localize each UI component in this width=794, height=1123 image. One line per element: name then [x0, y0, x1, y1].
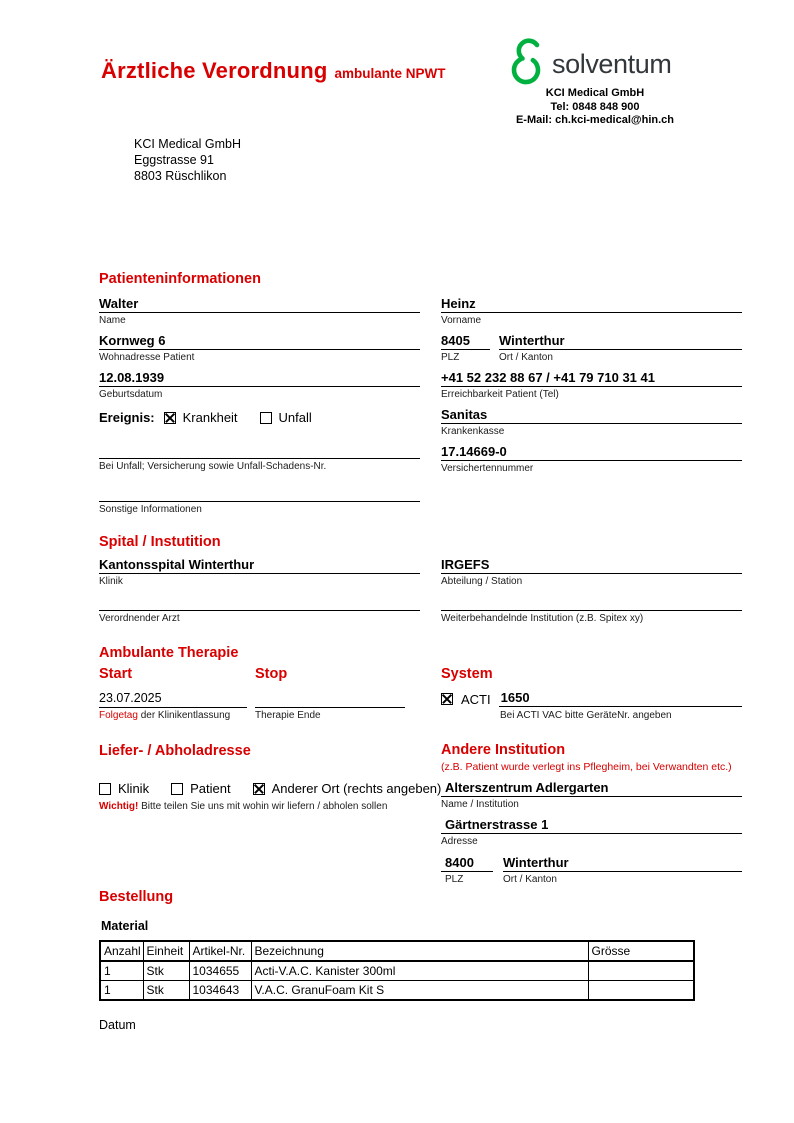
checkbox-acti-label: ACTI — [461, 691, 491, 707]
field-therapie-start-value: 23.07.2025 — [99, 691, 162, 705]
checkbox-krankheit[interactable] — [164, 412, 176, 424]
liefer-options-row — [99, 781, 441, 796]
field-klinik-label: Klinik — [99, 576, 123, 587]
field-rule — [441, 460, 742, 461]
field-name — [99, 296, 420, 326]
field-sonstige — [99, 485, 420, 515]
checkbox-anderer-ort[interactable] — [253, 783, 265, 795]
field-vorname-value: Heinz — [441, 296, 476, 311]
field-geburtsdatum — [99, 370, 420, 400]
field-therapie-start — [99, 691, 247, 721]
field-rule — [99, 707, 247, 708]
field-rule — [441, 349, 490, 350]
field-abteilung-label: Abteilung / Station — [441, 576, 523, 587]
cell-groesse — [588, 981, 694, 1001]
field-krankenkasse-label: Krankenkasse — [441, 426, 505, 437]
contact-email: E-Mail: ch.kci-medical@hin.ch — [515, 114, 675, 126]
field-krankenkasse-value: Sanitas — [441, 407, 488, 422]
field-geburtsdatum-value: 12.08.1939 — [99, 370, 165, 385]
field-institution-adresse-label: Adresse — [441, 836, 478, 847]
field-krankenkasse — [441, 407, 742, 437]
field-klinik — [99, 557, 420, 587]
field-weiterbehandelnde-institution-value — [441, 594, 742, 610]
field-ort-label: Ort / Kanton — [499, 352, 553, 363]
field-ort — [499, 333, 742, 363]
field-name-label: Name — [99, 315, 126, 326]
cell-anzahl: 1 — [100, 961, 143, 981]
cell-einheit: Stk — [143, 981, 189, 1001]
material-table-header-row — [100, 941, 694, 961]
table-row — [100, 981, 694, 1001]
field-vorname — [441, 296, 742, 326]
andere-institution-subnote: (z.B. Patient wurde verlegt ins Pflegheim, bei Verwandten etc.) — [441, 761, 732, 773]
field-plz — [441, 333, 490, 363]
field-plz-label: PLZ — [441, 352, 460, 363]
cell-groesse — [588, 961, 694, 981]
field-rule — [99, 501, 420, 502]
wichtig-rest-text: Bitte teilen Sie uns mit wohin wir liefern / abholen sollen — [138, 801, 388, 812]
field-rule — [99, 458, 420, 459]
field-erreichbarkeit-label: Erreichbarkeit Patient (Tel) — [441, 389, 559, 400]
system-device-number: 1650 — [499, 691, 742, 707]
field-therapie-stop-label: Therapie Ende — [255, 710, 321, 721]
field-rule — [499, 349, 742, 350]
field-unfall-nr — [99, 442, 420, 472]
field-verordnender-arzt-value — [99, 594, 420, 610]
datum-label: Datum — [99, 1018, 136, 1032]
field-geburtsdatum-label: Geburtsdatum — [99, 389, 163, 400]
folgetag-rest-text: der Klinikentlassung — [137, 710, 231, 721]
page-subtitle: ambulante NPWT — [334, 66, 446, 81]
field-therapie-stop-value — [255, 691, 405, 707]
ereignis-row — [99, 410, 312, 425]
brand-logo — [506, 36, 671, 93]
field-ort-value: Winterthur — [499, 333, 565, 348]
field-abteilung-value: IRGEFS — [441, 557, 490, 572]
section-heading-therapie: Ambulante Therapie — [99, 645, 239, 661]
field-unfall-nr-value — [99, 442, 420, 458]
field-wohnadresse-value: Kornweg 6 — [99, 333, 166, 348]
contact-tel: Tel: 0848 848 900 — [550, 100, 640, 113]
sender-line: Eggstrasse 91 — [134, 153, 214, 167]
field-institution-adresse — [441, 817, 742, 847]
field-wohnadresse-label: Wohnadresse Patient — [99, 352, 195, 363]
cell-bezeichnung: Acti-V.A.C. Kanister 300ml — [251, 961, 588, 981]
sender-line: KCI Medical GmbH — [134, 137, 241, 151]
section-heading-liefer: Liefer- / Abholadresse — [99, 743, 251, 759]
field-therapie-start-label — [99, 710, 247, 721]
field-institution-plz — [441, 855, 493, 885]
section-heading-spital: Spital / Instutition — [99, 534, 221, 550]
field-rule — [441, 610, 742, 611]
wichtig-red-text: Wichtig! — [99, 801, 139, 812]
field-rule — [441, 386, 742, 387]
ereignis-caption: Ereignis: — [99, 410, 155, 425]
checkbox-klinik-label: Klinik — [118, 781, 150, 796]
checkbox-anderer-ort-label: Anderer Ort (rechts angeben) — [271, 781, 442, 796]
field-institution-name — [441, 780, 742, 810]
field-rule — [441, 312, 742, 313]
field-unfall-nr-label: Bei Unfall; Versicherung sowie Unfall-Schadens-Nr. — [99, 461, 327, 472]
field-rule — [99, 312, 420, 313]
field-institution-plz-label: PLZ — [445, 874, 464, 885]
table-row — [100, 961, 694, 981]
sender-address — [134, 136, 241, 184]
cell-artikel-nr: 1034643 — [189, 981, 251, 1001]
field-institution-adresse-value: Gärtnerstrasse 1 — [445, 817, 549, 832]
brand-wordmark: solventum — [552, 49, 672, 79]
cell-anzahl: 1 — [100, 981, 143, 1001]
checkbox-acti[interactable] — [441, 693, 453, 705]
checkbox-patient[interactable] — [171, 783, 183, 795]
field-rule — [441, 833, 742, 834]
system-row — [441, 691, 742, 707]
document-title-row — [101, 58, 446, 84]
field-rule — [255, 707, 405, 708]
field-institution-name-label: Name / Institution — [441, 799, 519, 810]
field-rule — [99, 386, 420, 387]
therapie-start-heading: Start — [99, 666, 133, 682]
field-sonstige-label: Sonstige Informationen — [99, 504, 202, 515]
field-institution-plz-value: 8400 — [445, 855, 474, 870]
checkbox-krankheit-label: Krankheit — [182, 410, 238, 425]
col-header-anzahl: Anzahl — [100, 941, 143, 961]
contact-company: KCI Medical GmbH — [545, 87, 645, 99]
section-heading-bestellung: Bestellung — [99, 889, 174, 905]
field-sonstige-value — [99, 485, 420, 501]
material-heading: Material — [101, 919, 149, 933]
checkbox-unfall[interactable] — [260, 412, 272, 424]
field-versichertennummer-label: Versichertennummer — [441, 463, 534, 474]
col-header-bezeichnung: Bezeichnung — [251, 941, 588, 961]
solventum-logo-icon — [506, 36, 546, 93]
field-rule — [99, 573, 420, 574]
field-weiterbehandelnde-institution-label: Weiterbehandelnde Institution (z.B. Spitex xy) — [441, 613, 644, 624]
field-versichertennummer-value: 17.14669-0 — [441, 444, 507, 459]
cell-einheit: Stk — [143, 961, 189, 981]
folgetag-red-text: Folgetag — [99, 710, 138, 721]
field-institution-ort — [503, 855, 742, 885]
checkbox-patient-label: Patient — [190, 781, 231, 796]
section-heading-system: System — [441, 666, 493, 682]
field-verordnender-arzt-label: Verordnender Arzt — [99, 613, 180, 624]
field-abteilung — [441, 557, 742, 587]
field-institution-ort-label: Ort / Kanton — [503, 874, 557, 885]
field-wohnadresse — [99, 333, 420, 363]
sender-line: 8803 Rüschlikon — [134, 169, 227, 183]
field-erreichbarkeit-value: +41 52 232 88 67 / +41 79 710 31 41 — [441, 370, 655, 385]
field-versichertennummer — [441, 444, 742, 474]
field-rule — [441, 871, 493, 872]
col-header-artikel-nr: Artikel-Nr. — [189, 941, 251, 961]
material-table — [99, 940, 695, 1001]
field-rule — [441, 796, 742, 797]
liefer-note — [99, 801, 387, 812]
section-heading-andere-institution: Andere Institution — [441, 742, 566, 758]
field-plz-value: 8405 — [441, 333, 470, 348]
field-weiterbehandelnde-institution — [441, 594, 742, 624]
field-vorname-label: Vorname — [441, 315, 482, 326]
cell-artikel-nr: 1034655 — [189, 961, 251, 981]
field-rule — [99, 610, 420, 611]
contact-block — [462, 87, 728, 128]
cell-bezeichnung: V.A.C. GranuFoam Kit S — [251, 981, 588, 1001]
system-hint: Bei ACTI VAC bitte GeräteNr. angeben — [500, 710, 672, 721]
field-erreichbarkeit — [441, 370, 742, 400]
checkbox-klinik[interactable] — [99, 783, 111, 795]
field-rule — [503, 871, 742, 872]
page-title: Ärztliche Verordnung — [101, 58, 328, 83]
field-rule — [441, 573, 742, 574]
col-header-groesse: Grösse — [588, 941, 694, 961]
therapie-stop-heading: Stop — [255, 666, 288, 682]
field-klinik-value: Kantonsspital Winterthur — [99, 557, 255, 572]
field-institution-name-value: Alterszentrum Adlergarten — [445, 780, 609, 795]
section-heading-patient: Patienteninformationen — [99, 271, 261, 287]
field-name-value: Walter — [99, 296, 139, 311]
checkbox-unfall-label: Unfall — [278, 410, 312, 425]
field-rule — [441, 423, 742, 424]
col-header-einheit: Einheit — [143, 941, 189, 961]
field-verordnender-arzt — [99, 594, 420, 624]
field-rule — [99, 349, 420, 350]
field-therapie-stop — [255, 691, 405, 721]
field-institution-ort-value: Winterthur — [503, 855, 569, 870]
